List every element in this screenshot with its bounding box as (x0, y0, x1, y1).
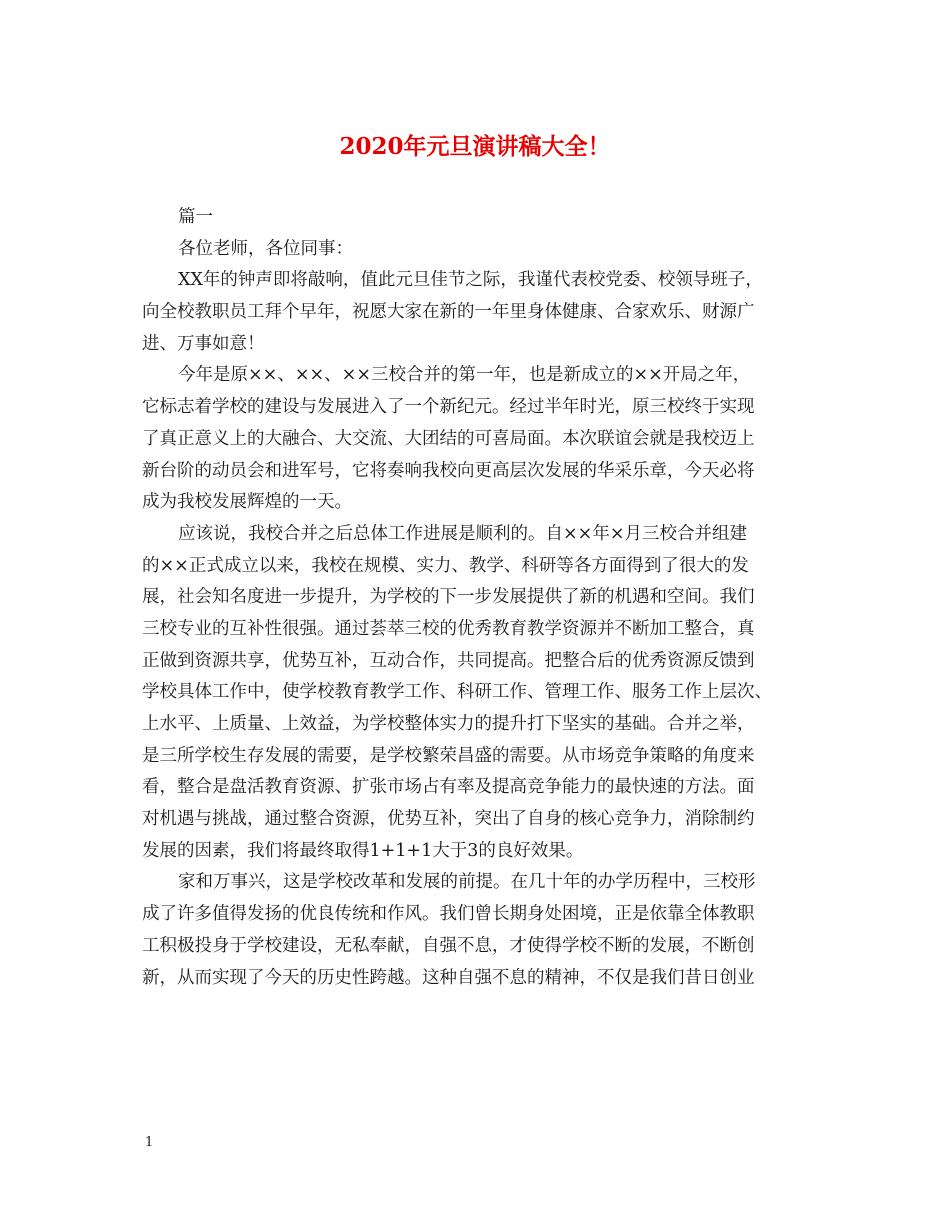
body-line: 成了许多值得发扬的优良传统和作风。我们曾长期身处困境，正是依靠全体教职 (142, 904, 755, 925)
body-line: 新，从而实现了今天的历史性跨越。这种自强不息的精神，不仅是我们昔日创业 (142, 967, 755, 988)
body-line: 篇一 (178, 207, 213, 227)
body-line: XX年的钟声即将敲响，值此元旦佳节之际，我谨代表校党委、校领导班子， (178, 270, 763, 291)
document-title: 2020年元旦演讲稿大全！ (339, 133, 611, 160)
body-line: 三校专业的互补性很强。通过荟萃三校的优秀教育教学资源并不断加工整合，真 (142, 618, 755, 639)
body-line: 展，社会知名度进一步提升，为学校的下一步发展提供了新的机遇和空间。我们 (142, 587, 755, 608)
body-line: 了真正意义上的大融合、大交流、大团结的可喜局面。本次联谊会就是我校迈上 (142, 428, 755, 449)
body-line: 工积极投身于学校建设，无私奉献，自强不息，才使得学校不断的发展，不断创 (142, 935, 755, 956)
body-line: 家和万事兴，这是学校改革和发展的前提。在几十年的办学历程中，三校形 (178, 872, 756, 893)
body-line: 进、万事如意！ (142, 333, 265, 354)
body-line: 各位老师，各位同事： (178, 238, 353, 259)
page-number: 1 (145, 1135, 154, 1150)
body-line: 上水平、上质量、上效益，为学校整体实力的提升打下坚实的基础。合并之举， (142, 714, 755, 734)
body-line: 今年是原××、××、××三校合并的第一年，也是新成立的××开局之年， (178, 365, 751, 386)
body-line: 学校具体工作中，使学校教育教学工作、科研工作、管理工作、服务工作上层次、 (142, 682, 772, 703)
body-line: 新台阶的动员会和进军号，它将奏响我校向更高层次发展的华采乐章，今天必将 (142, 460, 755, 481)
body-line: 是三所学校生存发展的需要，是学校繁荣昌盛的需要。从市场竞争策略的角度来 (142, 745, 755, 766)
body-line: 看，整合是盘活教育资源、扩张市场占有率及提高竞争能力的最快速的方法。面 (142, 777, 755, 798)
document-body (142, 202, 810, 994)
body-line: 它标志着学校的建设与发展进入了一个新纪元。经过半年时光，原三校终于实现 (142, 397, 755, 418)
body-line: 对机遇与挑战，通过整合资源，优势互补，突出了自身的核心竞争力，消除制约 (142, 809, 755, 830)
body-line: 成为我校发展辉煌的一天。 (142, 492, 352, 513)
body-line: 应该说，我校合并之后总体工作进展是顺利的。自××年×月三校合并组建 (178, 523, 747, 544)
body-line: 正做到资源共享，优势互补，互动合作，共同提高。把整合后的优秀资源反馈到 (142, 650, 755, 671)
body-line: 的××正式成立以来，我校在规模、实力、教学、科研等各方面得到了很大的发 (142, 555, 749, 576)
body-line: 向全校教职员工拜个早年，祝愿大家在新的一年里身体健康、合家欢乐、财源广 (142, 302, 755, 323)
body-line: 发展的因素，我们将最终取得1+1+1大于3的良好效果。 (142, 840, 584, 861)
